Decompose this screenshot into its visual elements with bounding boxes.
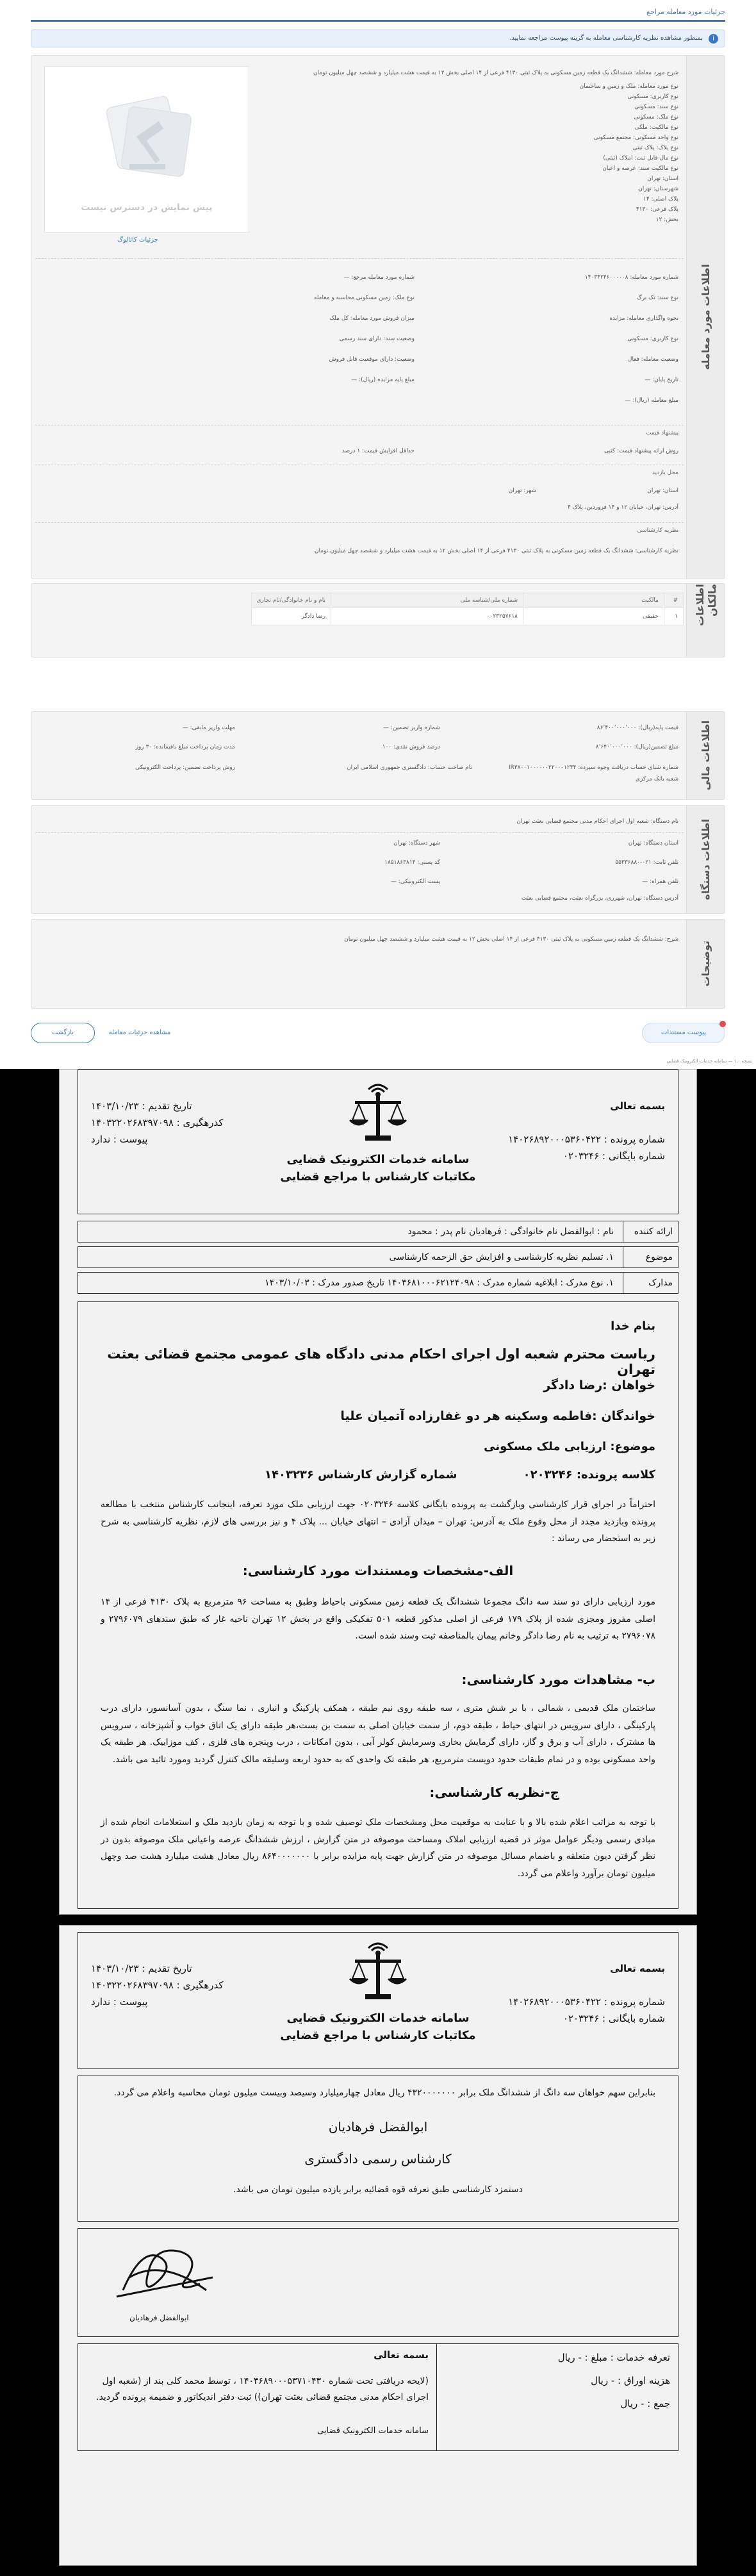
price-title: پیشنهاد قیمت (646, 430, 678, 436)
owners-section-label: اطلاعات مالکان (686, 584, 725, 657)
device-kv: شهر دستگاه: تهران (393, 840, 440, 846)
doc-section-a: الف-مشخصات ومستندات مورد کارشناسی: (242, 1563, 514, 1578)
doc-plaintiff: خواهان :رضا دادگر (543, 1378, 655, 1392)
doc-header-frame (78, 1932, 678, 2069)
deal-kv: شماره مورد معامله: ۱۴۰۳۴۲۴۶۰۰۰۰۰۸ (584, 274, 678, 281)
financial-section (31, 711, 725, 800)
row-value: نام : ابوالفضل نام خانوادگی : فرهادیان نام پدر : محمود (407, 1226, 614, 1237)
doc-topic: موضوع: ارزیابی ملک مسکونی (484, 1440, 655, 1453)
no-preview-text: پیش نمایش در دسترس نیست (81, 202, 213, 213)
deal-kv: مبلغ معامله (ریال): — (625, 397, 678, 404)
deal-kv: نوع کاربری: مسکونی (627, 336, 678, 342)
action-bar (31, 1023, 725, 1044)
receipt-title: بسمه تعالی (374, 2349, 429, 2361)
doc-page-2 (59, 1925, 697, 2566)
doc-share-line: بنابراین سهم خواهان سه دانگ از ششدانگ ملک برابر ۴۳۲۰۰۰۰۰۰۰ ریال معادل چهارمیلیارد وسیصد وبیست میلیون تومان محاسبه واعلام می گردد. (113, 2088, 655, 2098)
info-icon: i (709, 34, 718, 44)
cell: حقیقی (523, 608, 664, 625)
fin-kv: مبلغ تضمین(ریال): ۸٬۶۴۰٬۰۰۰٬۰۰۰ (595, 744, 678, 750)
location-title: محل بازدید (652, 470, 678, 476)
opinion-text: نظریه کارشناسی: ششدانگ یک قطعه زمین مسکونی به پلاک ثبتی ۴۱۳۰ فرعی از ۱۴ اصلی بخش ۱۲ به قیمت هشت میلیارد و ششصد چهل میلیون تومان (314, 548, 678, 554)
doc-para-c: با توجه به مراتب اعلام شده بالا و با عنایت به موقعیت محل ومشخصات ملک توصیف شده و با توجه به زمان بازدید ملک و استعلامات انجام شده از مبادی رسمی ودیگر عوامل موثر در قضیه ارزیابی املاک ومساحت موصوفه در متن گزارش ، ارزش ششدانگ عرصه واعیانی ملک موصوفه بدون در نظر گرفتن دیون متعلقه و باضمام مسائل موصوفه در متن گزارش جهت پایه مزایده برابر با ۸۶۴۰۰۰۰۰۰۰ ریال معادل هشت میلیارد هشت صد وچهل میلیون تومان برآورد واعلام می گردد. (101, 1817, 655, 1879)
cell: رضا دادگر (251, 608, 331, 625)
footer-note: نسخه ۱.۰ — سامانه خدمات الکترونیک قضایی (666, 1059, 752, 1064)
doc-report-no: شماره گزارش کارشناس ۱۴۰۳۲۳۶ (265, 1468, 457, 1482)
col-header: شماره ملی/شناسه ملی (331, 593, 523, 608)
location-city: شهر: تهران (508, 488, 536, 494)
doc-intro: احتراماً در اجرای قرار کارشناسی وبازگشت به پرونده بایگانی کلاسه ۰۲۰۳۲۴۶ جهت ارزیابی ملک مورد تعرفه، اینجانب کارشناس منتخب با مطالعه پرونده وبازدید مجدد از محل وقوع ملک به آدرس: تهران – میدان آزادی – انتهای خیابان ... پلاک ۴ و نیز بررسی های لازم، نظریه کارشناسی به شرح زیر به استحضار می رساند : (101, 1499, 655, 1544)
fees-receipt-frame (78, 2343, 678, 2451)
doc-submit-date: تاریخ تقدیم : ۱۴۰۳/۱۰/۲۳ (91, 1963, 192, 1974)
fin-kv: قیمت پایه(ریال): ۸۶٬۴۰۰٬۰۰۰٬۰۰۰ (596, 725, 678, 731)
gavel-icon (103, 92, 192, 182)
deal-kv: مبلغ پایه مزایده (ریال): — (351, 377, 415, 383)
fin-kv: نام صاحب حساب: دادگستری جمهوری اسلامی ایران (347, 764, 472, 771)
deal-kv: وضعیت معامله: فعال (627, 356, 678, 363)
doc-addressee: ریاست محترم شعبه اول اجرای احکام مدنی دادگاه های عمومی مجتمع قضائی بعثت تهران (107, 1346, 655, 1377)
deal-field: نوع واحد مسکونی: مجتمع مسکونی (593, 135, 678, 141)
deal-field: استان: تهران (647, 176, 678, 182)
fin-kv: شماره واریز تضمین: — (383, 725, 440, 731)
owners-section (31, 583, 725, 657)
device-kv: استان دستگاه: تهران (628, 840, 678, 846)
fin-kv: شماره شبای حساب دریافت وجوه سپرده: IR۳۸۰۰۱۰۰۰۰۰۰۲۲۰۰۰۱۲۳۴ (508, 764, 678, 771)
deal-info-section (31, 55, 725, 579)
deal-kv: نحوه واگذاری معامله: مزایده (609, 315, 678, 322)
doc-org-1: سامانه خدمات الکترونیک قضایی (286, 2011, 470, 2025)
scanned-document-viewer (0, 1069, 756, 2576)
deal-kv: شماره مورد معامله مرجع: — (343, 274, 415, 281)
receipt-box (78, 2344, 437, 2450)
col-header: # (664, 593, 684, 608)
location-address: آدرس: تهران، خیابان ۱۲ و ۱۴ فروردین، پلاک ۴ (568, 504, 678, 511)
expert-title: کارشناس رسمی دادگستری (304, 2151, 452, 2167)
deal-section-label: اطلاعات مورد معامله (686, 56, 725, 579)
breadcrumb[interactable]: جزئیات مورد معامله مراجع (31, 8, 725, 22)
row-label: ارائه کننده (623, 1221, 678, 1242)
signature-caption: ابوالفضل فرهادیان (129, 2313, 189, 2322)
deal-field: پلاک فرعی: ۴۱۳۰ (636, 206, 678, 213)
submitter-row (78, 1221, 678, 1243)
signature-frame (78, 2228, 678, 2337)
owners-table (251, 593, 684, 625)
fin-kv: مدت زمان پرداخت مبلغ باقیمانده: ۳۰ روز (135, 744, 235, 750)
doc-bismillah: بسمه تعالی (610, 1100, 665, 1112)
device-kv: کد پستی: ۱۸۵۱۸۶۳۸۱۴ (384, 859, 440, 866)
deal-field: نوع مالکیت سند: عرصه و اعیان (602, 165, 678, 172)
deal-kv: وضعیت: دارای موقعیت قابل فروش (329, 356, 415, 363)
table-header-row (251, 593, 683, 608)
judiciary-logo (275, 1078, 481, 1185)
fee-total: جمع : - ریال (620, 2398, 670, 2409)
alert-text: بمنظور مشاهده نظریه کارشناسی معامله به گزینه پیوست مراجعه نمایید. (509, 35, 703, 42)
expert-name: ابوالفضل فرهادیان (328, 2119, 428, 2134)
deal-kv: وضعیت سند: دارای سند رسمی (339, 336, 415, 342)
doc-org-1: سامانه خدمات الکترونیک قضایی (286, 1153, 470, 1166)
doc-attach: پیوست : ندارد (91, 1134, 148, 1145)
doc-case-no: شماره پرونده : ۱۴۰۲۶۸۹۲۰۰۰۵۳۶۰۴۲۲ (508, 1996, 665, 2008)
doc-submit-date: تاریخ تقدیم : ۱۴۰۳/۱۰/۲۳ (91, 1100, 192, 1112)
row-label: موضوع (623, 1247, 678, 1267)
doc-tracking: کدرهگیری : ۱۴۰۳۲۲۰۲۶۸۳۹۷۰۹۸ (91, 1979, 224, 1991)
deal-col-left (222, 267, 415, 390)
item-image-placeholder (44, 66, 249, 233)
doc-archive-no: شماره بایگانی : ۰۲۰۳۲۴۶ (563, 2013, 665, 2024)
doc-bename: بنام خدا (611, 1319, 655, 1333)
deal-field: بخش: ۱۲ (655, 217, 678, 223)
docs-row (78, 1272, 678, 1294)
financial-section-label: اطلاعات مالی (686, 712, 725, 799)
device-title: نام دستگاه: شعبه اول اجرای احکام مدنی مجتمع قضایی بعثت تهران (516, 818, 678, 825)
device-kv: آدرس دستگاه: تهران، شهرری، بزرگراه بعثت، مجتمع قضایی بعثت (521, 895, 678, 902)
device-section-label: اطلاعات دستگاه (686, 805, 725, 913)
scales-emblem-icon (346, 1078, 410, 1148)
deal-col-right (486, 267, 678, 411)
deal-title-line: شرح مورد معامله: ششدانگ یک قطعه زمین مسکونی به پلاک ثبتی ۴۱۳۰ فرعی از ۱۴ اصلی بخش ۱۲ به قیمت هشت میلیارد و ششصد چهل میلیون تومان (313, 70, 678, 76)
fin-kv: شعبه بانک مرکزی (635, 776, 678, 782)
doc-org-2: مکاتبات کارشناس با مراجع قضایی (280, 2029, 476, 2042)
doc-org-2: مکاتبات کارشناس با مراجع قضایی (280, 1170, 476, 1184)
row-value: ۱. تسلیم نظریه کارشناسی و افزایش حق الزحمه کارشناسی (389, 1252, 614, 1262)
device-kv: پست الکترونیکی: — (390, 879, 440, 885)
doc-section-c: ج-نظریه کارشناسی: (429, 1785, 559, 1800)
doc-archive-no: شماره بایگانی : ۰۲۰۳۲۴۶ (563, 1150, 665, 1162)
doc-class-no: کلاسه پرونده: ۰۲۰۳۲۴۶ (523, 1468, 655, 1482)
subject-row (78, 1246, 678, 1268)
deal-field: نوع ملک: مسکونی (634, 114, 678, 120)
deal-field: نوع مال قابل ثبت: املاک (ثبتی) (603, 155, 678, 161)
deal-details-button[interactable]: مشاهده جزئیات معامله (108, 1029, 171, 1036)
fin-kv: مهلت واریز مابقی: — (182, 725, 235, 731)
notification-dot (719, 1021, 726, 1027)
attachments-button-label: پیوست مستندات (661, 1029, 707, 1036)
col-header: مالکیت (523, 593, 664, 608)
receipt-org: سامانه خدمات الکترونیک قضایی (317, 2426, 429, 2436)
case-detail-page (0, 0, 756, 1069)
judiciary-logo (275, 1936, 481, 2044)
deal-field: نوع کاربری: مسکونی (627, 94, 678, 100)
row-value: ۱. نوع مدرک : ابلاغیه شماره مدرک : ۱۴۰۳۶۸۱۰۰۰۶۲۱۲۴۰۹۸ تاریخ صدور مدرک : ۱۴۰۳/۱۰/۰۳ (265, 1278, 614, 1288)
info-alert (31, 29, 725, 47)
description-text: شرح: ششدانگ یک قطعه زمین مسکونی به پلاک ثبتی ۴۱۳۰ فرعی از ۱۴ اصلی بخش ۱۲ به قیمت هشت میلیارد و ششصد چهل میلیون تومان (344, 936, 678, 943)
price-method: روش ارائه پیشنهاد قیمت: کتبی (604, 448, 678, 454)
deal-field: نوع مالکیت: ملکی (634, 124, 678, 131)
receipt-text: (لایحه دریافتی تحت شماره ۱۴۰۳۶۸۹۰۰۰۵۳۷۱۰۴۳۰ ، توسط محمد کلی بند از (شعبه اول اجرای احکام مدنی مجتمع قضائی بعثت تهران)) ثبت دفتر اندیکاتور و ضمیمه پرونده گردید. (96, 2376, 429, 2403)
paper-fee: هزینه اوراق : - ریال (591, 2375, 670, 2386)
doc-para-a: مورد ارزیابی دارای دو سند سه دانگ مجموعا ششدانگ یک قطعه زمین مسکونی باحیاط وطبق به مساحت ۹۶ مترمربع به پلاک ۴۱۳۰ فرعی از ۱۴ اصلی مفروز ومجزی شده از پلاک ۱۷۹ فرعی از اصلی مذکور قطعه ۵۰۱ تفکیکی واقع در بخش ۱۲ تهران ناحیه غار که طبق سندهای ۲۷۹۶۰۷۹ و ۲۷۹۶۰۷۸ به ترتیب به نام رضا دادگر وخانم پیمان بالمناصفه ثبت وسند شده است. (101, 1597, 655, 1642)
deal-kv: نوع ملک: زمین مسکونی محاسبه و معامله (313, 295, 415, 301)
device-section (31, 805, 725, 914)
back-button[interactable]: بازگشت (31, 1023, 95, 1043)
expert-fee: دستمزد کارشناسی طبق تعرفه قوه قضائیه برابر یازده میلیون تومان می باشد. (233, 2184, 523, 2195)
doc-para-b: ساختمان ملک قدیمی ، شمالی ، با بر شش متری ، سه طبقه روی نیم طبقه ، همکف پارکینگ و انباری ، نما سنگ ، بدون آسانسور، دارای درب پارکینگی ، دارای سرویس در انتهای حیاط ، طبقه دوم، از سمت خیابان اصلی به سمت بن بست،هر طبقه دارای یک اتاق خواب و آشپزخانه ، سرویس ها مشترک ، دارای آب و برق و گاز، دارای گرمایش بخاری وسرمایش کولر آبی ، بدون امکانات ، درب وپنجره های فلزی ، کف موزاییک. هر طبقه یک واحد مسکونی بوده و در تمام طبقات حدود دویست مترمربع، هر طبقه تک واحدی که به حدود اربعه وسلیقه مالک کنترل گردید ومورد تائید می باشد. (101, 1703, 655, 1765)
deal-field: پلاک اصلی: ۱۴ (643, 196, 678, 202)
doc-defendants: خواندگان :فاطمه وسکینه هر دو غفارزاده آتمیان علیا (340, 1409, 655, 1423)
deal-field: نوع مورد معامله: ملک و زمین و ساختمان (579, 83, 678, 90)
doc-tracking: کدرهگیری : ۱۴۰۳۲۲۰۲۶۸۳۹۷۰۹۸ (91, 1117, 224, 1128)
description-section (31, 919, 725, 1009)
deal-fields (397, 81, 678, 225)
catalog-details-link[interactable]: جزئیات کاتالوگ (117, 236, 158, 244)
cell: ۱ (664, 608, 684, 625)
service-fee: تعرفه خدمات : مبلغ : - ریال (557, 2352, 670, 2363)
deal-field: نوع سند: مسکونی (634, 104, 678, 110)
deal-kv: نوع سند: تک برگ (636, 295, 678, 301)
fin-kv: درصد فروش نقدی: ۱۰۰ (382, 744, 440, 750)
deal-kv: میزان فروش مورد معامله: کل ملک (329, 315, 415, 322)
cell: ۰۰۲۳۲۵۷۶۱۸ (331, 608, 523, 625)
price-min-increase: حداقل افزایش قیمت: ۱ درصد (341, 448, 415, 454)
signature-mark (104, 2233, 219, 2309)
location-province: استان: تهران (647, 488, 678, 494)
fin-kv: روش پرداخت تضمین: پرداخت الکترونیکی (135, 764, 235, 771)
doc-bismillah: بسمه تعالی (610, 1963, 665, 1974)
device-kv: تلفن همراه: — (642, 879, 678, 885)
doc-attach: پیوست : ندارد (91, 1996, 148, 2008)
table-row (251, 608, 683, 625)
deal-field: شهرستان: تهران (638, 186, 678, 192)
description-section-label: توضیحات (686, 920, 725, 1008)
device-kv: تلفن ثابت: ۰۲۱-۵۵۳۳۶۸۸۰ (615, 859, 678, 866)
col-header: نام و نام خانوادگی/نام تجاری (251, 593, 331, 608)
row-label: مدارک (623, 1273, 678, 1293)
doc-page-1 (59, 1069, 697, 1915)
attachments-button[interactable] (642, 1023, 725, 1043)
deal-kv: تاریخ پایان: — (645, 377, 678, 383)
opinion-title: نظریه کارشناسی (637, 527, 678, 534)
deal-field: نوع پلاک: پلاک ثبتی (632, 145, 678, 151)
doc-case-no: شماره پرونده : ۱۴۰۲۶۸۹۲۰۰۰۵۳۶۰۴۲۲ (508, 1134, 665, 1145)
scales-emblem-icon (346, 1936, 410, 2007)
doc-header-frame (78, 1069, 678, 1214)
doc-section-b: ب- مشاهدات مورد کارشناسی: (461, 1672, 655, 1687)
